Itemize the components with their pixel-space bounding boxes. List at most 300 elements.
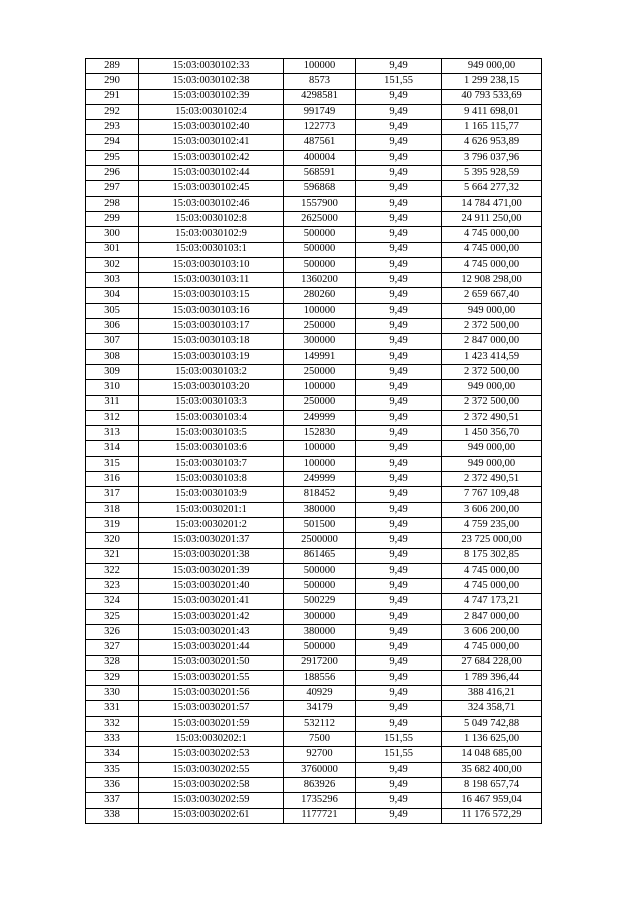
cadastral-number-cell: 15:03:0030102:45 xyxy=(139,181,284,196)
area-cell: 818452 xyxy=(284,487,356,502)
rate-cell: 9,49 xyxy=(356,762,442,777)
cadastral-number-cell: 15:03:0030201:38 xyxy=(139,548,284,563)
row-number-cell: 320 xyxy=(86,533,139,548)
rate-cell: 9,49 xyxy=(356,196,442,211)
table-row xyxy=(86,655,542,670)
value-cell: 4 745 000,00 xyxy=(442,563,542,578)
row-number-cell: 331 xyxy=(86,701,139,716)
row-number-cell: 316 xyxy=(86,472,139,487)
rate-cell: 9,49 xyxy=(356,211,442,226)
cadastral-number-cell: 15:03:0030202:61 xyxy=(139,808,284,823)
rate-cell: 9,49 xyxy=(356,777,442,792)
value-cell: 1 165 115,77 xyxy=(442,120,542,135)
area-cell: 991749 xyxy=(284,104,356,119)
table-row xyxy=(86,563,542,578)
area-cell: 122773 xyxy=(284,120,356,135)
area-cell: 92700 xyxy=(284,747,356,762)
area-cell: 7500 xyxy=(284,732,356,747)
table-row xyxy=(86,502,542,517)
area-cell: 1360200 xyxy=(284,273,356,288)
row-number-cell: 326 xyxy=(86,624,139,639)
cadastral-number-cell: 15:03:0030103:1 xyxy=(139,242,284,257)
area-cell: 100000 xyxy=(284,441,356,456)
table-row xyxy=(86,242,542,257)
rate-cell: 9,49 xyxy=(356,563,442,578)
value-cell: 2 847 000,00 xyxy=(442,609,542,624)
table-row xyxy=(86,686,542,701)
table-row xyxy=(86,59,542,74)
value-cell: 949 000,00 xyxy=(442,59,542,74)
table-row xyxy=(86,624,542,639)
table-row xyxy=(86,716,542,731)
row-number-cell: 306 xyxy=(86,319,139,334)
rate-cell: 9,49 xyxy=(356,517,442,532)
table-row xyxy=(86,364,542,379)
row-number-cell: 336 xyxy=(86,777,139,792)
rate-cell: 9,49 xyxy=(356,655,442,670)
cadastral-number-cell: 15:03:0030102:46 xyxy=(139,196,284,211)
rate-cell: 9,49 xyxy=(356,319,442,334)
area-cell: 400004 xyxy=(284,150,356,165)
value-cell: 35 682 400,00 xyxy=(442,762,542,777)
cadastral-number-cell: 15:03:0030103:10 xyxy=(139,257,284,272)
area-cell: 100000 xyxy=(284,456,356,471)
area-cell: 152830 xyxy=(284,426,356,441)
row-number-cell: 292 xyxy=(86,104,139,119)
table-row xyxy=(86,181,542,196)
row-number-cell: 299 xyxy=(86,211,139,226)
table-row xyxy=(86,89,542,104)
value-cell: 14 048 685,00 xyxy=(442,747,542,762)
cadastral-number-cell: 15:03:0030103:2 xyxy=(139,364,284,379)
row-number-cell: 290 xyxy=(86,74,139,89)
cadastral-number-cell: 15:03:0030103:8 xyxy=(139,472,284,487)
cadastral-number-cell: 15:03:0030103:3 xyxy=(139,395,284,410)
cadastral-number-cell: 15:03:0030201:56 xyxy=(139,686,284,701)
value-cell: 1 423 414,59 xyxy=(442,349,542,364)
value-cell: 23 725 000,00 xyxy=(442,533,542,548)
row-number-cell: 332 xyxy=(86,716,139,731)
row-number-cell: 301 xyxy=(86,242,139,257)
cadastral-number-cell: 15:03:0030202:59 xyxy=(139,793,284,808)
area-cell: 2625000 xyxy=(284,211,356,226)
cadastral-number-cell: 15:03:0030103:17 xyxy=(139,319,284,334)
value-cell: 9 411 698,01 xyxy=(442,104,542,119)
row-number-cell: 329 xyxy=(86,670,139,685)
row-number-cell: 335 xyxy=(86,762,139,777)
cadastral-number-cell: 15:03:0030102:8 xyxy=(139,211,284,226)
rate-cell: 151,55 xyxy=(356,747,442,762)
rate-cell: 9,49 xyxy=(356,624,442,639)
area-cell: 501500 xyxy=(284,517,356,532)
row-number-cell: 308 xyxy=(86,349,139,364)
rate-cell: 151,55 xyxy=(356,74,442,89)
cadastral-number-cell: 15:03:0030103:15 xyxy=(139,288,284,303)
value-cell: 11 176 572,29 xyxy=(442,808,542,823)
cadastral-number-cell: 15:03:0030103:18 xyxy=(139,334,284,349)
row-number-cell: 309 xyxy=(86,364,139,379)
rate-cell: 9,49 xyxy=(356,395,442,410)
rate-cell: 9,49 xyxy=(356,472,442,487)
cadastral-number-cell: 15:03:0030103:5 xyxy=(139,426,284,441)
rate-cell: 9,49 xyxy=(356,303,442,318)
cadastral-number-cell: 15:03:0030202:58 xyxy=(139,777,284,792)
area-cell: 40929 xyxy=(284,686,356,701)
value-cell: 3 606 200,00 xyxy=(442,502,542,517)
value-cell: 324 358,71 xyxy=(442,701,542,716)
value-cell: 24 911 250,00 xyxy=(442,211,542,226)
area-cell: 249999 xyxy=(284,472,356,487)
row-number-cell: 304 xyxy=(86,288,139,303)
table-body xyxy=(86,59,542,824)
row-number-cell: 307 xyxy=(86,334,139,349)
row-number-cell: 303 xyxy=(86,273,139,288)
cadastral-number-cell: 15:03:0030102:42 xyxy=(139,150,284,165)
value-cell: 2 847 000,00 xyxy=(442,334,542,349)
row-number-cell: 311 xyxy=(86,395,139,410)
value-cell: 4 745 000,00 xyxy=(442,227,542,242)
value-cell: 4 745 000,00 xyxy=(442,242,542,257)
area-cell: 487561 xyxy=(284,135,356,150)
row-number-cell: 337 xyxy=(86,793,139,808)
cadastral-number-cell: 15:03:0030102:9 xyxy=(139,227,284,242)
cadastral-number-cell: 15:03:0030201:41 xyxy=(139,594,284,609)
cadastral-number-cell: 15:03:0030103:16 xyxy=(139,303,284,318)
cadastral-number-cell: 15:03:0030103:7 xyxy=(139,456,284,471)
rate-cell: 9,49 xyxy=(356,273,442,288)
value-cell: 4 745 000,00 xyxy=(442,579,542,594)
rate-cell: 9,49 xyxy=(356,257,442,272)
table-row xyxy=(86,426,542,441)
value-cell: 1 299 238,15 xyxy=(442,74,542,89)
row-number-cell: 298 xyxy=(86,196,139,211)
table-row xyxy=(86,472,542,487)
cadastral-number-cell: 15:03:0030102:4 xyxy=(139,104,284,119)
value-cell: 12 908 298,00 xyxy=(442,273,542,288)
row-number-cell: 294 xyxy=(86,135,139,150)
rate-cell: 9,49 xyxy=(356,594,442,609)
table-row xyxy=(86,670,542,685)
table-row xyxy=(86,548,542,563)
cadastral-number-cell: 15:03:0030201:42 xyxy=(139,609,284,624)
rate-cell: 9,49 xyxy=(356,410,442,425)
area-cell: 1735296 xyxy=(284,793,356,808)
row-number-cell: 289 xyxy=(86,59,139,74)
cadastral-number-cell: 15:03:0030103:4 xyxy=(139,410,284,425)
row-number-cell: 334 xyxy=(86,747,139,762)
area-cell: 300000 xyxy=(284,609,356,624)
area-cell: 280260 xyxy=(284,288,356,303)
value-cell: 5 049 742,88 xyxy=(442,716,542,731)
rate-cell: 9,49 xyxy=(356,150,442,165)
value-cell: 4 747 173,21 xyxy=(442,594,542,609)
cadastral-number-cell: 15:03:0030201:37 xyxy=(139,533,284,548)
rate-cell: 9,49 xyxy=(356,426,442,441)
row-number-cell: 325 xyxy=(86,609,139,624)
row-number-cell: 315 xyxy=(86,456,139,471)
cadastral-number-cell: 15:03:0030201:44 xyxy=(139,640,284,655)
area-cell: 568591 xyxy=(284,166,356,181)
value-cell: 3 606 200,00 xyxy=(442,624,542,639)
area-cell: 250000 xyxy=(284,364,356,379)
rate-cell: 9,49 xyxy=(356,120,442,135)
area-cell: 249999 xyxy=(284,410,356,425)
cadastral-number-cell: 15:03:0030201:59 xyxy=(139,716,284,731)
rate-cell: 9,49 xyxy=(356,441,442,456)
table-row xyxy=(86,533,542,548)
rate-cell: 9,49 xyxy=(356,548,442,563)
row-number-cell: 295 xyxy=(86,150,139,165)
row-number-cell: 291 xyxy=(86,89,139,104)
rate-cell: 9,49 xyxy=(356,242,442,257)
table-row xyxy=(86,594,542,609)
cadastral-number-cell: 15:03:0030103:20 xyxy=(139,380,284,395)
rate-cell: 9,49 xyxy=(356,609,442,624)
row-number-cell: 333 xyxy=(86,732,139,747)
table-row xyxy=(86,609,542,624)
area-cell: 250000 xyxy=(284,319,356,334)
rate-cell: 9,49 xyxy=(356,89,442,104)
table-row xyxy=(86,732,542,747)
rate-cell: 9,49 xyxy=(356,104,442,119)
rate-cell: 9,49 xyxy=(356,808,442,823)
area-cell: 250000 xyxy=(284,395,356,410)
table-row xyxy=(86,579,542,594)
rate-cell: 9,49 xyxy=(356,701,442,716)
value-cell: 8 175 302,85 xyxy=(442,548,542,563)
table-row xyxy=(86,380,542,395)
rate-cell: 9,49 xyxy=(356,533,442,548)
rate-cell: 9,49 xyxy=(356,793,442,808)
area-cell: 861465 xyxy=(284,548,356,563)
cadastral-number-cell: 15:03:0030201:50 xyxy=(139,655,284,670)
rate-cell: 9,49 xyxy=(356,456,442,471)
value-cell: 388 416,21 xyxy=(442,686,542,701)
area-cell: 100000 xyxy=(284,59,356,74)
row-number-cell: 338 xyxy=(86,808,139,823)
rate-cell: 9,49 xyxy=(356,288,442,303)
cadastral-number-cell: 15:03:0030201:1 xyxy=(139,502,284,517)
area-cell: 500000 xyxy=(284,242,356,257)
row-number-cell: 310 xyxy=(86,380,139,395)
area-cell: 380000 xyxy=(284,624,356,639)
value-cell: 27 684 228,00 xyxy=(442,655,542,670)
row-number-cell: 302 xyxy=(86,257,139,272)
table-row xyxy=(86,211,542,226)
area-cell: 2500000 xyxy=(284,533,356,548)
row-number-cell: 321 xyxy=(86,548,139,563)
cadastral-number-cell: 15:03:0030102:41 xyxy=(139,135,284,150)
area-cell: 532112 xyxy=(284,716,356,731)
rate-cell: 9,49 xyxy=(356,380,442,395)
value-cell: 14 784 471,00 xyxy=(442,196,542,211)
area-cell: 380000 xyxy=(284,502,356,517)
table-row xyxy=(86,74,542,89)
row-number-cell: 305 xyxy=(86,303,139,318)
value-cell: 949 000,00 xyxy=(442,380,542,395)
area-cell: 34179 xyxy=(284,701,356,716)
table-row xyxy=(86,303,542,318)
cadastral-number-cell: 15:03:0030102:44 xyxy=(139,166,284,181)
area-cell: 596868 xyxy=(284,181,356,196)
table-row xyxy=(86,257,542,272)
table-row xyxy=(86,273,542,288)
value-cell: 2 372 500,00 xyxy=(442,319,542,334)
table-row xyxy=(86,120,542,135)
rate-cell: 9,49 xyxy=(356,364,442,379)
area-cell: 500000 xyxy=(284,579,356,594)
rate-cell: 151,55 xyxy=(356,732,442,747)
rate-cell: 9,49 xyxy=(356,334,442,349)
table-row xyxy=(86,808,542,823)
table-row xyxy=(86,793,542,808)
cadastral-number-cell: 15:03:0030201:55 xyxy=(139,670,284,685)
value-cell: 4 759 235,00 xyxy=(442,517,542,532)
area-cell: 2917200 xyxy=(284,655,356,670)
value-cell: 8 198 657,74 xyxy=(442,777,542,792)
area-cell: 500000 xyxy=(284,563,356,578)
table-row xyxy=(86,349,542,364)
row-number-cell: 297 xyxy=(86,181,139,196)
cadastral-number-cell: 15:03:0030103:19 xyxy=(139,349,284,364)
value-cell: 2 372 500,00 xyxy=(442,364,542,379)
area-cell: 500000 xyxy=(284,257,356,272)
rate-cell: 9,49 xyxy=(356,181,442,196)
table-row xyxy=(86,747,542,762)
cadastral-number-cell: 15:03:0030102:33 xyxy=(139,59,284,74)
row-number-cell: 300 xyxy=(86,227,139,242)
cadastral-value-table xyxy=(85,58,542,824)
rate-cell: 9,49 xyxy=(356,716,442,731)
area-cell: 3760000 xyxy=(284,762,356,777)
area-cell: 500000 xyxy=(284,640,356,655)
row-number-cell: 296 xyxy=(86,166,139,181)
row-number-cell: 317 xyxy=(86,487,139,502)
value-cell: 16 467 959,04 xyxy=(442,793,542,808)
area-cell: 4298581 xyxy=(284,89,356,104)
area-cell: 100000 xyxy=(284,303,356,318)
row-number-cell: 324 xyxy=(86,594,139,609)
cadastral-number-cell: 15:03:0030201:39 xyxy=(139,563,284,578)
value-cell: 5 664 277,32 xyxy=(442,181,542,196)
rate-cell: 9,49 xyxy=(356,59,442,74)
table-row xyxy=(86,319,542,334)
row-number-cell: 328 xyxy=(86,655,139,670)
cadastral-number-cell: 15:03:0030103:9 xyxy=(139,487,284,502)
rate-cell: 9,49 xyxy=(356,349,442,364)
value-cell: 2 372 490,51 xyxy=(442,410,542,425)
table-row xyxy=(86,135,542,150)
area-cell: 863926 xyxy=(284,777,356,792)
table-row xyxy=(86,701,542,716)
table-row xyxy=(86,456,542,471)
area-cell: 500229 xyxy=(284,594,356,609)
value-cell: 7 767 109,48 xyxy=(442,487,542,502)
cadastral-number-cell: 15:03:0030201:40 xyxy=(139,579,284,594)
row-number-cell: 322 xyxy=(86,563,139,578)
area-cell: 500000 xyxy=(284,227,356,242)
value-cell: 5 395 928,59 xyxy=(442,166,542,181)
table-row xyxy=(86,334,542,349)
cadastral-number-cell: 15:03:0030202:53 xyxy=(139,747,284,762)
table-row xyxy=(86,410,542,425)
area-cell: 188556 xyxy=(284,670,356,685)
cadastral-number-cell: 15:03:0030202:1 xyxy=(139,732,284,747)
row-number-cell: 330 xyxy=(86,686,139,701)
rate-cell: 9,49 xyxy=(356,166,442,181)
table-row xyxy=(86,517,542,532)
table-row xyxy=(86,166,542,181)
value-cell: 4 745 000,00 xyxy=(442,257,542,272)
row-number-cell: 318 xyxy=(86,502,139,517)
value-cell: 2 659 667,40 xyxy=(442,288,542,303)
row-number-cell: 327 xyxy=(86,640,139,655)
cadastral-number-cell: 15:03:0030201:57 xyxy=(139,701,284,716)
table-row xyxy=(86,150,542,165)
row-number-cell: 323 xyxy=(86,579,139,594)
table-row xyxy=(86,227,542,242)
value-cell: 2 372 500,00 xyxy=(442,395,542,410)
table-row xyxy=(86,441,542,456)
rate-cell: 9,49 xyxy=(356,502,442,517)
area-cell: 149991 xyxy=(284,349,356,364)
area-cell: 100000 xyxy=(284,380,356,395)
table-row xyxy=(86,487,542,502)
rate-cell: 9,49 xyxy=(356,487,442,502)
rate-cell: 9,49 xyxy=(356,227,442,242)
value-cell: 3 796 037,96 xyxy=(442,150,542,165)
value-cell: 949 000,00 xyxy=(442,441,542,456)
cadastral-number-cell: 15:03:0030201:2 xyxy=(139,517,284,532)
row-number-cell: 312 xyxy=(86,410,139,425)
area-cell: 1557900 xyxy=(284,196,356,211)
cadastral-number-cell: 15:03:0030102:40 xyxy=(139,120,284,135)
value-cell: 4 745 000,00 xyxy=(442,640,542,655)
row-number-cell: 293 xyxy=(86,120,139,135)
cadastral-number-cell: 15:03:0030103:11 xyxy=(139,273,284,288)
row-number-cell: 313 xyxy=(86,426,139,441)
cadastral-number-cell: 15:03:0030202:55 xyxy=(139,762,284,777)
rate-cell: 9,49 xyxy=(356,686,442,701)
rate-cell: 9,49 xyxy=(356,579,442,594)
rate-cell: 9,49 xyxy=(356,135,442,150)
table-row xyxy=(86,395,542,410)
area-cell: 8573 xyxy=(284,74,356,89)
area-cell: 300000 xyxy=(284,334,356,349)
rate-cell: 9,49 xyxy=(356,640,442,655)
cadastral-number-cell: 15:03:0030102:39 xyxy=(139,89,284,104)
table-row xyxy=(86,777,542,792)
value-cell: 40 793 533,69 xyxy=(442,89,542,104)
row-number-cell: 319 xyxy=(86,517,139,532)
value-cell: 4 626 953,89 xyxy=(442,135,542,150)
cadastral-number-cell: 15:03:0030103:6 xyxy=(139,441,284,456)
area-cell: 1177721 xyxy=(284,808,356,823)
row-number-cell: 314 xyxy=(86,441,139,456)
value-cell: 1 450 356,70 xyxy=(442,426,542,441)
table-row xyxy=(86,104,542,119)
cadastral-number-cell: 15:03:0030102:38 xyxy=(139,74,284,89)
value-cell: 2 372 490,51 xyxy=(442,472,542,487)
value-cell: 1 789 396,44 xyxy=(442,670,542,685)
value-cell: 949 000,00 xyxy=(442,456,542,471)
value-cell: 949 000,00 xyxy=(442,303,542,318)
rate-cell: 9,49 xyxy=(356,670,442,685)
table-row xyxy=(86,196,542,211)
table-row xyxy=(86,640,542,655)
table-row xyxy=(86,762,542,777)
cadastral-number-cell: 15:03:0030201:43 xyxy=(139,624,284,639)
